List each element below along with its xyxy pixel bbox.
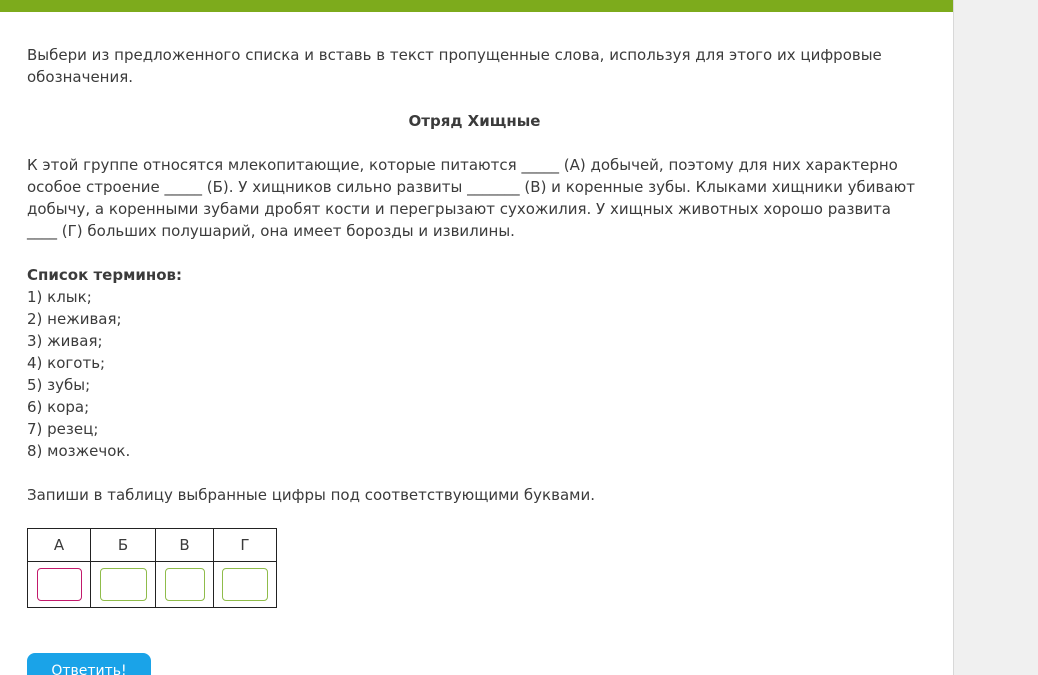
term-item: 4) коготь; xyxy=(27,354,106,372)
submit-button[interactable]: Ответить! xyxy=(27,653,151,675)
terms-title: Список терминов: xyxy=(27,266,183,284)
header-g: Г xyxy=(214,529,277,562)
term-item: 3) живая; xyxy=(27,332,103,350)
answer-input-b[interactable] xyxy=(100,568,147,601)
task-body: К этой группе относятся млекопитающие, которые питаются _____ (А) добычей, поэтому для них характерно особое строение _____ (Б). У хищников сильно развиты _______ (В) и коренные зубы. Клыками хищники убивают добычу, а коренными зубами дробят кости и перегрызают сухожилия. У хищных животных хорошо развита ____ (Г) больших полушарий, она имеет борозды и извилины. xyxy=(27,156,915,240)
cell-a xyxy=(28,562,91,608)
term-item: 6) кора; xyxy=(27,398,90,416)
table-prompt: Запиши в таблицу выбранные цифры под соответствующими буквами. xyxy=(27,486,595,504)
top-bar xyxy=(0,0,953,12)
header-b: Б xyxy=(91,529,156,562)
task-instruction: Выбери из предложенного списка и вставь в текст пропущенные слова, используя для этого их цифровые обозначения. xyxy=(27,46,882,86)
answer-input-a[interactable] xyxy=(37,568,82,601)
term-item: 1) клык; xyxy=(27,288,92,306)
task-content xyxy=(27,44,922,506)
term-item: 8) мозжечок. xyxy=(27,442,131,460)
term-item: 5) зубы; xyxy=(27,376,91,394)
task-title: Отряд Хищные xyxy=(408,112,541,130)
answer-input-g[interactable] xyxy=(222,568,268,601)
cell-v xyxy=(156,562,214,608)
answer-table-input-row xyxy=(28,562,277,608)
cell-b xyxy=(91,562,156,608)
term-item: 2) неживая; xyxy=(27,310,122,328)
right-side-panel xyxy=(953,0,1038,675)
cell-g xyxy=(214,562,277,608)
answer-table-header-row xyxy=(28,529,277,562)
header-v: В xyxy=(156,529,214,562)
term-item: 7) резец; xyxy=(27,420,99,438)
header-a: А xyxy=(28,529,91,562)
answer-input-v[interactable] xyxy=(165,568,205,601)
answer-table xyxy=(27,528,277,608)
